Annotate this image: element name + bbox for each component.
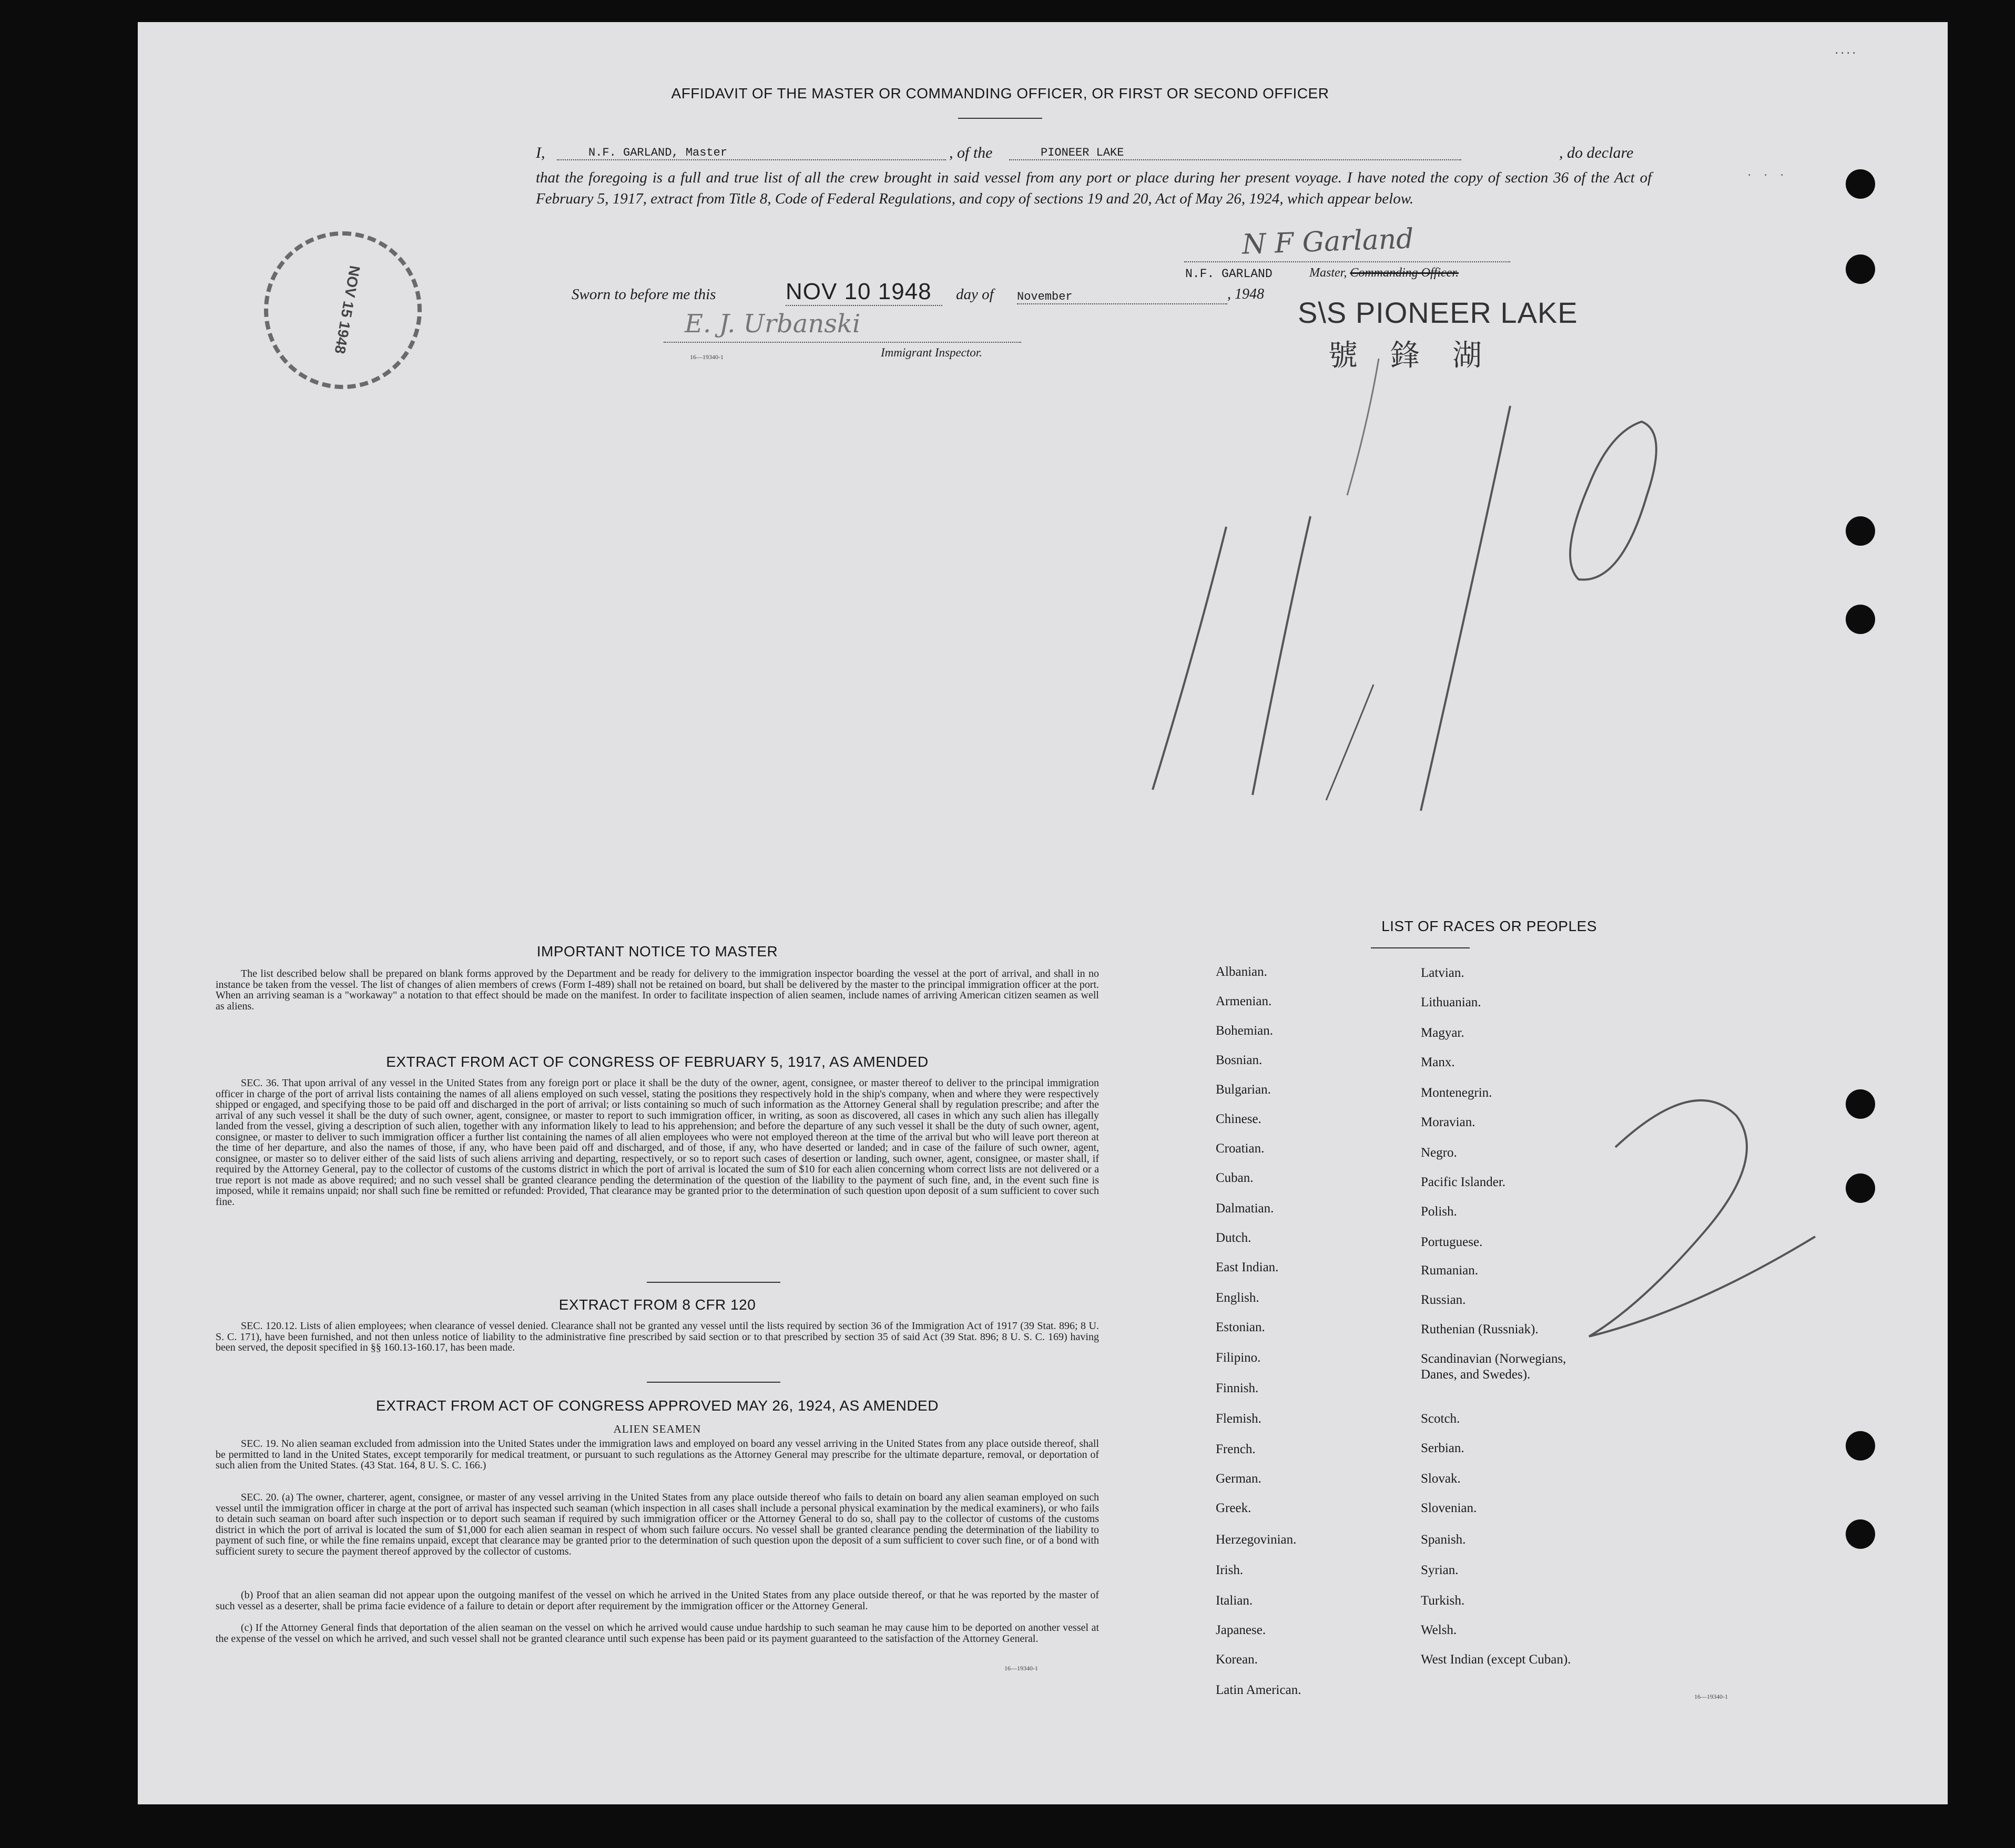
round-stamp-date: NOV 15 1948: [331, 264, 363, 355]
inspector-title: Immigrant Inspector.: [881, 346, 982, 359]
punch-hole: [1846, 169, 1875, 199]
race-item: Pacific Islander.: [1421, 1175, 1506, 1189]
race-item: Montenegrin.: [1421, 1086, 1492, 1100]
ship-name-stamp-chinese: 號 鋒 湖: [1328, 340, 1494, 372]
punch-hole: [1846, 605, 1875, 634]
sworn-text: Sworn to before me this: [572, 286, 716, 303]
scan-specks: . . . .: [1835, 43, 1856, 56]
race-item: Ruthenian (Russniak).: [1421, 1322, 1539, 1336]
race-item: Japanese.: [1216, 1623, 1266, 1637]
sworn-date-stamp: NOV 10 1948: [786, 279, 942, 306]
race-item: Croatian.: [1216, 1141, 1265, 1156]
race-item: German.: [1216, 1472, 1261, 1486]
notice-body: The list described below shall be prepared on blank forms approved by the Department and be ready for delivery to the immigration inspector boarding the vessel at the port of arrival, and shall in no instance be taken from the vessel. The list of changes of alien members of crews (Form I-489) shall not be retained on board, but shall be delivered by the master to the principal immigration officer at the port. When an arriving seaman is a "workaway" a notation to that effect should be made on the manifest. In order to facilitate inspection of alien seamen, include names of arriving American citizen seamen as well as aliens.: [216, 968, 1099, 1012]
extract-1924-sec20b: (b) Proof that an alien seaman did not appear upon the outgoing manifest of the vessel on which he arrived in the United States from any place outside thereof, or that he was reported by the master of such vessel as a deserter, shall be prima facie evidence of a failure to detain or deport after requirement by the immigration officer or the Attorney General.: [216, 1589, 1099, 1612]
race-item: Turkish.: [1421, 1594, 1465, 1608]
vessel-name-field: PIONEER LAKE: [1009, 146, 1461, 160]
do-declare-text: , do declare: [1559, 144, 1634, 161]
race-item: Korean.: [1216, 1652, 1258, 1667]
race-item: Russian.: [1421, 1293, 1466, 1307]
race-item: West Indian (except Cuban).: [1421, 1652, 1571, 1667]
race-item: Latvian.: [1421, 966, 1464, 980]
race-item: Rumanian.: [1421, 1263, 1479, 1278]
punch-hole: [1846, 254, 1875, 284]
race-item: English.: [1216, 1291, 1259, 1305]
race-item: Cuban.: [1216, 1171, 1254, 1185]
race-item: Slovenian.: [1421, 1501, 1477, 1515]
race-item: Polish.: [1421, 1204, 1457, 1219]
race-item: Negro.: [1421, 1146, 1457, 1160]
race-item: Estonian.: [1216, 1320, 1265, 1334]
race-item: Magyar.: [1421, 1026, 1464, 1040]
extract-1924-sec19: SEC. 19. No alien seaman excluded from admission into the United States under the immigration laws and employed on board any vessel arriving in the United States from any place outside thereof, shall be permitted to land in the United States, except temporarily for medical treatment, or pursuant to such regulations as the Attorney General may prescribe for the ultimate departure, removal, or deportation of such alien from the United States. (43 Stat. 164, 8 U. S. C. 166.): [216, 1438, 1099, 1471]
month-field: November: [1017, 290, 1227, 304]
race-item: Greek.: [1216, 1501, 1251, 1515]
race-item: Dutch.: [1216, 1231, 1251, 1245]
race-item: French.: [1216, 1442, 1256, 1456]
affidavit-form-number: 16—19340-1: [690, 353, 724, 361]
race-item: Moravian.: [1421, 1115, 1475, 1129]
races-title: LIST OF RACES OR PEOPLES: [1381, 918, 1597, 934]
extract-cfr-body: SEC. 120.12. Lists of alien employees; when clearance of vessel denied. Clearance shall not be granted any vessel until the lists required by section 36 of the Immigration Act of 1917 (39 Stat. 896; 8 U. S. C. 171), have been furnished, and not then unless notice of liability to the administrative fine prescribed by said section or to that prescribed by section 35 of said Act (39 Stat. 896; 8 U. S. C. 169) having been served, the deposit specified in §§ 160.13-160.17, has been made.: [216, 1320, 1099, 1353]
punch-hole: [1846, 516, 1875, 546]
master-signature: N F Garland: [1241, 223, 1414, 261]
races-divider: [1371, 947, 1470, 948]
struck-title-text: Commanding Officer.: [1350, 266, 1459, 280]
punch-hole: [1846, 1519, 1875, 1549]
extract-form-number: 16—19340-1: [1004, 1665, 1038, 1672]
race-item: Portuguese.: [1421, 1235, 1483, 1249]
document-page: [138, 22, 1948, 1804]
of-the-text: , of the: [949, 144, 993, 161]
handwritten-page-number: [1579, 1084, 1841, 1357]
notice-title: IMPORTANT NOTICE TO MASTER: [536, 943, 778, 959]
race-item: East Indian.: [1216, 1260, 1279, 1274]
race-item: Filipino.: [1216, 1351, 1261, 1365]
race-item: Scotch.: [1421, 1412, 1460, 1426]
race-item: Welsh.: [1421, 1623, 1457, 1637]
races-form-number: 16—19340-1: [1694, 1693, 1728, 1700]
race-item: Bohemian.: [1216, 1024, 1274, 1038]
section-divider: [647, 1282, 780, 1283]
extract-1924-subtitle: ALIEN SEAMEN: [613, 1423, 701, 1435]
line1-prefix: I,: [536, 144, 545, 161]
master-name-field: N.F. GARLAND, Master: [557, 146, 946, 160]
extract-cfr-title: EXTRACT FROM 8 CFR 120: [558, 1296, 756, 1313]
race-item: Bulgarian.: [1216, 1083, 1271, 1097]
race-item: Latin American.: [1216, 1683, 1301, 1697]
handwritten-tally: [1147, 359, 1684, 821]
race-item: Flemish.: [1216, 1412, 1261, 1426]
race-item: Serbian.: [1421, 1441, 1464, 1455]
section-divider: [647, 1382, 780, 1383]
race-item: Dalmatian.: [1216, 1201, 1274, 1216]
race-item: Bosnian.: [1216, 1053, 1263, 1067]
race-item: Spanish.: [1421, 1533, 1466, 1547]
race-item: Chinese.: [1216, 1112, 1261, 1126]
race-item: Italian.: [1216, 1594, 1253, 1608]
inspector-signature: E. J. Urbanski: [685, 309, 861, 339]
race-item: Scandinavian (Norwegians, Danes, and Swedes).: [1421, 1352, 1566, 1382]
year-field: , 1948: [1227, 286, 1264, 302]
extract-1917-title: EXTRACT FROM ACT OF CONGRESS OF FEBRUARY 5, 1917, AS AMENDED: [386, 1054, 929, 1070]
signer-title-text: Master,: [1309, 266, 1347, 280]
day-of-text: day of: [956, 286, 994, 303]
master-signature-line: [1184, 261, 1510, 262]
signer-typed-name: N.F. GARLAND: [1185, 267, 1273, 281]
extract-1917-body: SEC. 36. That upon arrival of any vessel in the United States from any foreign port or place it shall be the duty of the owner, agent, consignee, or master thereof to deliver to the principal immigration officer in charge of the port of arrival lists containing the names of all aliens employed on such vessel, stating the positions they respectively hold in the ship's company, when and where they were respectively shipped or engaged, and specifying those to be paid off and discharged in the port of arrival; or lists containing so much of such information as the Attorney General shall by regulation prescribe; and after the arrival of any such vessel it shall be the duty of such owner, agent, consignee, or master to report to such immigration officer, in writing, as soon as discovered, all cases in which any such alien has illegally landed from the vessel, giving a description of such alien, together with any information likely to lead to his apprehension; and before the departure of any such vessel it shall be the duty of such owner, agent, consignee, or master to deliver to such immigration officer a further list containing the names of all alien employees who were not employed thereon at the time of the arrival but who will leave port thereon at the time of her departure, and also the names of those, if any, who have been paid off and discharged, and of those, if any, who have deserted or landed; and in case of the failure of such owner, agent, consignee, or master so to deliver either of the said lists of such aliens arriving and departing, respectively, or so to report such cases of desertion or landing, such owner, agent, consignee, or master shall, if required by the Attorney General, pay to the collector of customs of the customs district in which the port of arrival is located the sum of $10 for each alien concerning whom correct lists are not delivered or a true report is not made as above required; and no such vessel shall be granted clearance pending the determination of the question of the liability to the payment of such fine, and, in the event such fine is imposed, while it remains unpaid; nor shall such fine be remitted or refunded: Provided, That clearance may be granted prior to the determination of such question upon deposit of a sum sufficient to cover such fine.: [216, 1077, 1099, 1208]
scan-specks: . . .: [1748, 165, 1789, 178]
ship-name-stamp: S\S PIONEER LAKE: [1298, 296, 1578, 329]
race-item: Irish.: [1216, 1563, 1244, 1577]
title-divider: [958, 118, 1042, 119]
race-item: Herzegovinian.: [1216, 1533, 1297, 1547]
race-item: Slovak.: [1421, 1472, 1461, 1486]
race-item: Syrian.: [1421, 1563, 1459, 1577]
signer-title: [1309, 266, 1459, 280]
punch-hole: [1846, 1431, 1875, 1461]
round-date-stamp: [264, 231, 422, 389]
race-item: Armenian.: [1216, 994, 1272, 1008]
affidavit-body: that the foregoing is a full and true list of all the crew brought in said vessel from any port or place during her present voyage. I have noted the copy of section 36 of the Act of February 5, 1917, extract from Title 8, Code of Federal Regulations, and copy of sections 19 and 20, Act of May 26, 1924, which appear below.: [536, 169, 1652, 207]
affidavit-title: AFFIDAVIT OF THE MASTER OR COMMANDING OFFICER, OR FIRST OR SECOND OFFICER: [671, 85, 1329, 101]
race-item: Finnish.: [1216, 1381, 1259, 1395]
inspector-signature-line: [664, 342, 1021, 343]
punch-hole: [1846, 1089, 1875, 1119]
race-item: Manx.: [1421, 1055, 1455, 1069]
extract-1924-sec20a: SEC. 20. (a) The owner, charterer, agent, consignee, or master of any vessel arriving in the United States from any place outside thereof who fails to detain on board any alien seaman employed on such vessel until the immigration officer in charge at the port of arrival has inspected such seaman (which inspection in all cases shall include a personal physical examination by the medical examiners), or who fails to detain such seaman on board after such inspection or to deport such seaman if required by such immigration officer or the Attorney General to do so, shall pay to the collector of customs of the customs district in which the port of arrival is located the sum of $1,000 for each alien seaman in respect of whom such failure occurs. No vessel shall be granted clearance pending the determination of the liability to payment of such fine, or while the fine remains unpaid, except that clearance may be granted prior to the determination of such question upon the deposit of a sum sufficient to cover such fine, or of a bond with sufficient surety to secure the payment thereof approved by the collector of customs.: [216, 1492, 1099, 1557]
extract-1924-sec20c: (c) If the Attorney General finds that deportation of the alien seaman on the vessel on which he arrived would cause undue hardship to such seaman he may cause him to be deported on another vessel at the expense of the vessel on which he arrived, and such vessel shall not be granted clearance until such expense has been paid or its payment guaranteed to the satisfaction of the Attorney General.: [216, 1622, 1099, 1645]
affidavit-line1: [536, 144, 1651, 165]
race-item: Lithuanian.: [1421, 995, 1481, 1009]
race-item: Albanian.: [1216, 965, 1267, 979]
extract-1924-title: EXTRACT FROM ACT OF CONGRESS APPROVED MAY 26, 1924, AS AMENDED: [376, 1397, 939, 1414]
punch-hole: [1846, 1173, 1875, 1203]
